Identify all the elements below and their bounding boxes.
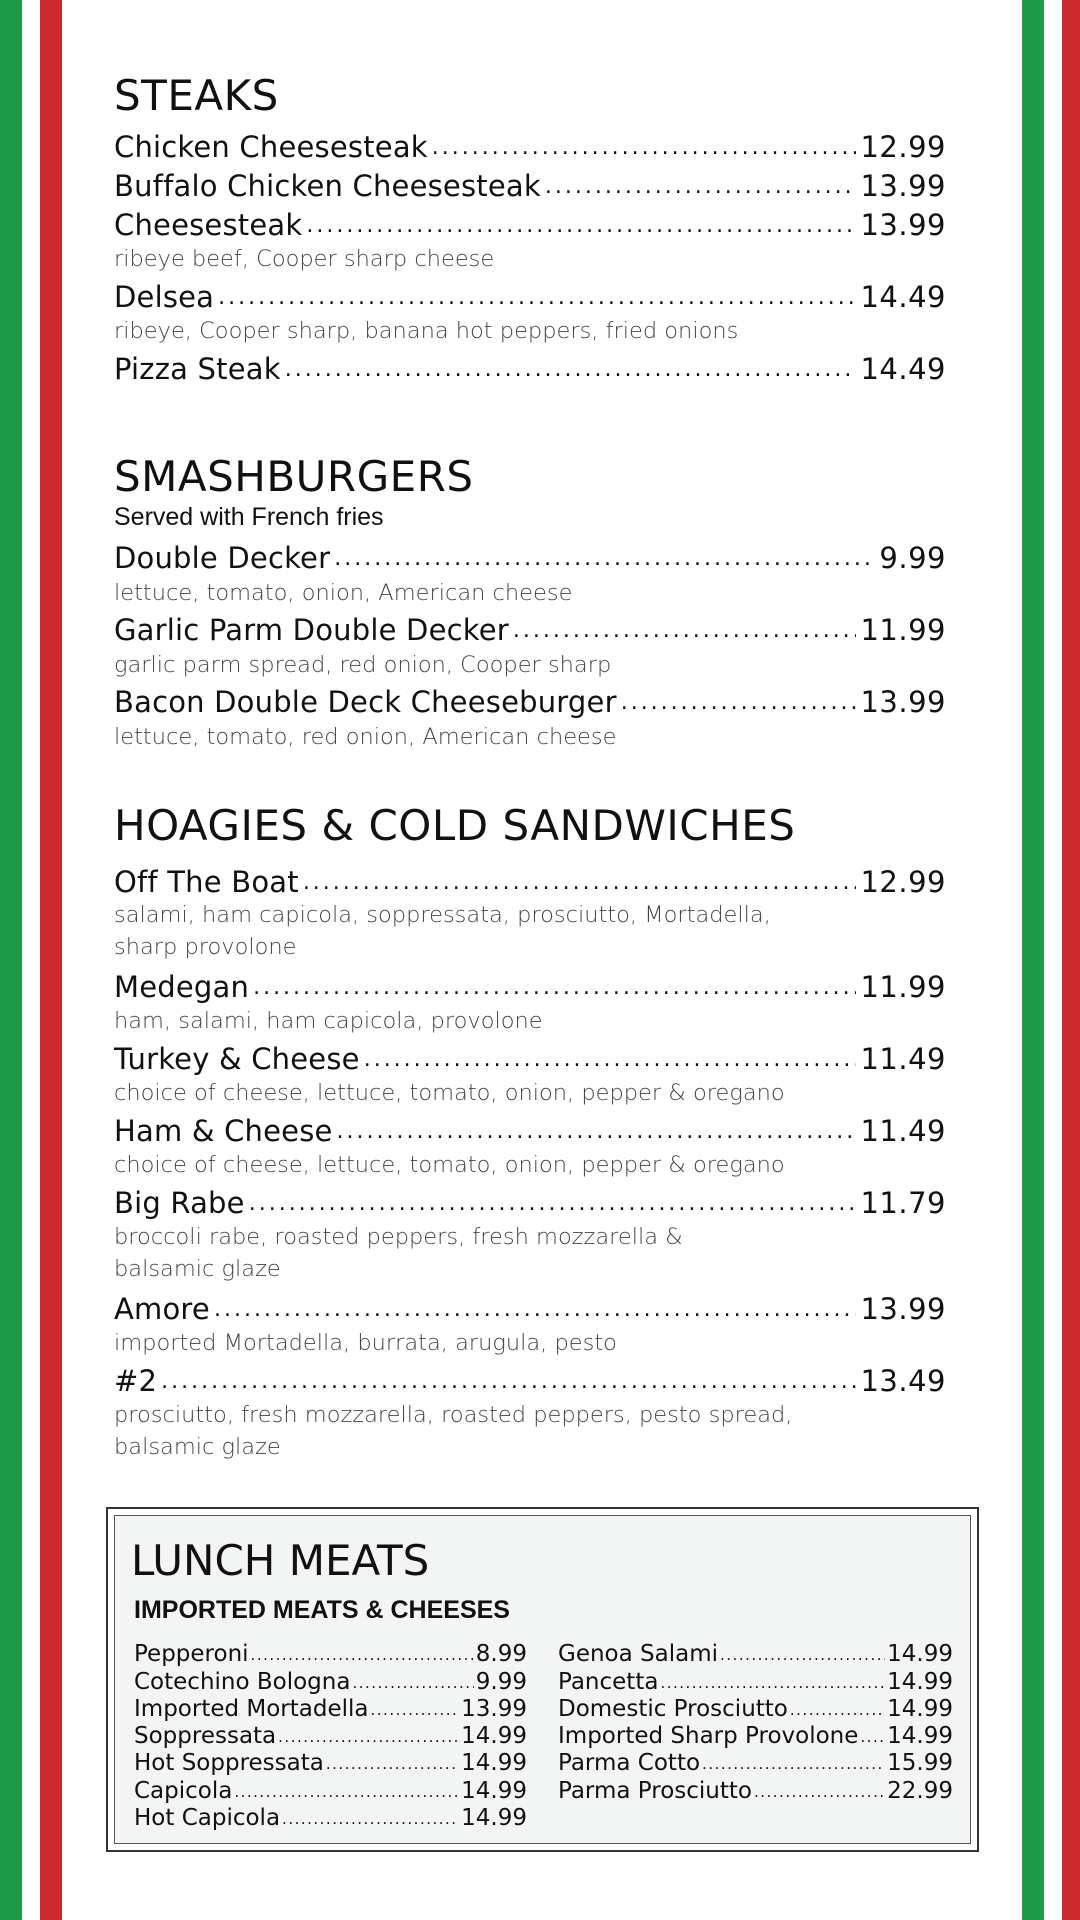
- meat-price: 14.99: [887, 1668, 953, 1695]
- item-price: 13.99: [860, 1292, 946, 1326]
- dot-leader: [371, 1700, 460, 1721]
- meat-name: Imported Sharp Provolone: [558, 1723, 859, 1750]
- dot-leader: [337, 1117, 857, 1146]
- item-description: salami, ham capicola, soppressata, prosciutto, Mortadella, sharp provolone: [114, 902, 771, 960]
- dot-leader: [352, 1673, 473, 1694]
- item-description: choice of cheese, lettuce, tomato, onion, pepper & oregano: [114, 1080, 785, 1106]
- item-price: 12.99: [860, 865, 946, 899]
- menu-item-garlic-parm-double-decker: [114, 609, 946, 645]
- lunch-meats-column-right: [558, 1639, 953, 1803]
- dot-leader: [754, 1782, 885, 1803]
- lunch-meats-subtitle: IMPORTED MEATS & CHEESES: [134, 1596, 510, 1624]
- dot-leader: [720, 1645, 885, 1666]
- item-price: 13.99: [860, 208, 946, 242]
- item-price: 9.99: [879, 541, 946, 575]
- item-name: Ham & Cheese: [114, 1114, 333, 1148]
- menu-item-big-rabe: [114, 1182, 946, 1218]
- item-price: 11.99: [860, 970, 946, 1004]
- list-item: [134, 1803, 527, 1830]
- menu-item-double-decker: [114, 537, 946, 573]
- list-item: [134, 1666, 527, 1693]
- item-name: Turkey & Cheese: [114, 1042, 360, 1076]
- dot-leader: [161, 1367, 856, 1396]
- meat-price: 22.99: [887, 1777, 953, 1804]
- smashburgers-subtitle: Served with French fries: [114, 503, 384, 531]
- item-price: 11.49: [860, 1042, 946, 1076]
- item-price: 14.49: [860, 280, 946, 314]
- dot-leader: [234, 1782, 459, 1803]
- dot-leader: [303, 868, 857, 897]
- list-item: [134, 1721, 527, 1748]
- menu-item-delsea: [114, 276, 946, 312]
- dot-leader: [790, 1700, 885, 1721]
- dot-leader: [282, 1809, 459, 1830]
- menu-item-number-2: [114, 1360, 946, 1396]
- item-name: #2: [114, 1364, 158, 1398]
- meat-price: 13.99: [461, 1695, 527, 1722]
- item-price: 14.49: [860, 352, 946, 386]
- meat-price: 15.99: [887, 1750, 953, 1777]
- item-name: Big Rabe: [114, 1186, 245, 1220]
- meat-name: Domestic Prosciutto: [558, 1695, 788, 1722]
- item-price: 13.99: [860, 169, 946, 203]
- menu-item-off-the-boat: [114, 861, 946, 897]
- item-description: choice of cheese, lettuce, tomato, onion, pepper & oregano: [114, 1152, 785, 1178]
- menu-item-ham-cheese: [114, 1110, 946, 1146]
- dot-leader: [249, 1189, 857, 1218]
- meat-name: Capicola: [134, 1777, 233, 1804]
- menu-item-turkey-cheese: [114, 1038, 946, 1074]
- meat-name: Genoa Salami: [558, 1641, 719, 1668]
- steaks-title: STEAKS: [114, 71, 279, 120]
- list-item: [558, 1748, 953, 1775]
- meat-name: Imported Mortadella: [134, 1695, 369, 1722]
- meat-name: Soppressata: [134, 1723, 277, 1750]
- meat-price: 14.99: [887, 1695, 953, 1722]
- red-stripe-right: [1062, 0, 1080, 1920]
- dot-leader: [214, 1295, 857, 1324]
- meat-name: Cotechino Bologna: [134, 1668, 351, 1695]
- item-price: 11.49: [860, 1114, 946, 1148]
- item-name: Garlic Parm Double Decker: [114, 613, 509, 647]
- item-price: 13.49: [860, 1364, 946, 1398]
- dot-leader: [326, 1754, 459, 1775]
- meat-name: Pepperoni: [134, 1641, 249, 1668]
- menu-item-cheesesteak: [114, 204, 946, 240]
- meat-price: 14.99: [461, 1750, 527, 1777]
- meat-price: 14.99: [887, 1723, 953, 1750]
- dot-leader: [513, 616, 857, 645]
- hoagies-title: HOAGIES & COLD SANDWICHES: [114, 801, 796, 850]
- item-name: Chicken Cheesesteak: [114, 130, 428, 164]
- list-item: [134, 1694, 527, 1721]
- smashburgers-title: SMASHBURGERS: [114, 452, 474, 501]
- item-name: Buffalo Chicken Cheesesteak: [114, 169, 541, 203]
- meat-name: Parma Cotto: [558, 1750, 701, 1777]
- dot-leader: [660, 1673, 885, 1694]
- item-description: ribeye beef, Cooper sharp cheese: [114, 246, 495, 272]
- meat-price: 14.99: [461, 1805, 527, 1832]
- menu-item-amore: [114, 1288, 946, 1324]
- item-description: ribeye, Cooper sharp, banana hot peppers, fried onions: [114, 318, 739, 344]
- list-item: [558, 1721, 953, 1748]
- item-name: Cheesesteak: [114, 208, 303, 242]
- meat-price: 14.99: [887, 1641, 953, 1668]
- dot-leader: [545, 172, 857, 201]
- item-name: Delsea: [114, 280, 215, 314]
- item-price: 13.99: [860, 685, 946, 719]
- item-description: broccoli rabe, roasted peppers, fresh mozzarella & balsamic glaze: [114, 1224, 683, 1282]
- list-item: [134, 1639, 527, 1666]
- dot-leader: [278, 1727, 459, 1748]
- dot-leader: [334, 544, 875, 573]
- menu-item-chicken-cheesesteak: [114, 126, 946, 162]
- green-stripe-left: [0, 0, 22, 1920]
- menu-item-pizza-steak: [114, 348, 946, 384]
- dot-leader: [432, 133, 857, 162]
- meat-price: 8.99: [475, 1641, 527, 1668]
- meat-price: 14.99: [461, 1723, 527, 1750]
- item-description: prosciutto, fresh mozzarella, roasted peppers, pesto spread, balsamic glaze: [114, 1402, 793, 1460]
- item-price: 11.99: [860, 613, 946, 647]
- item-name: Bacon Double Deck Cheeseburger: [114, 685, 617, 719]
- list-item: [558, 1775, 953, 1802]
- dot-leader: [306, 211, 856, 240]
- meat-price: 14.99: [461, 1777, 527, 1804]
- menu-item-buffalo-chicken-cheesesteak: [114, 165, 946, 201]
- list-item: [558, 1666, 953, 1693]
- item-name: Off The Boat: [114, 865, 299, 899]
- item-name: Amore: [114, 1292, 210, 1326]
- meat-name: Hot Soppressata: [134, 1750, 324, 1777]
- meat-price: 9.99: [475, 1668, 527, 1695]
- dot-leader: [251, 1645, 474, 1666]
- dot-leader: [860, 1727, 885, 1748]
- item-description: imported Mortadella, burrata, arugula, pesto: [114, 1330, 617, 1356]
- item-description: ham, salami, ham capicola, provolone: [114, 1008, 543, 1034]
- item-price: 12.99: [860, 130, 946, 164]
- dot-leader: [218, 283, 856, 312]
- lunch-meats-panel: [114, 1515, 971, 1844]
- item-name: Medegan: [114, 970, 250, 1004]
- lunch-meats-column-left: [134, 1639, 527, 1830]
- item-name: Pizza Steak: [114, 352, 281, 386]
- item-price: 11.79: [860, 1186, 946, 1220]
- menu-item-medegan: [114, 966, 946, 1002]
- meat-name: Parma Prosciutto: [558, 1777, 752, 1804]
- item-description: lettuce, tomato, red onion, American cheese: [114, 724, 617, 750]
- dot-leader: [621, 688, 857, 717]
- list-item: [558, 1639, 953, 1666]
- item-description: lettuce, tomato, onion, American cheese: [114, 580, 573, 606]
- green-stripe-right: [1022, 0, 1044, 1920]
- meat-name: Hot Capicola: [134, 1805, 281, 1832]
- lunch-meats-title: LUNCH MEATS: [131, 1536, 430, 1585]
- list-item: [134, 1748, 527, 1775]
- meat-name: Pancetta: [558, 1668, 659, 1695]
- menu-item-bacon-double-deck-cheeseburger: [114, 681, 946, 717]
- lunch-meats-box: [106, 1507, 979, 1852]
- dot-leader: [364, 1045, 857, 1074]
- red-stripe-left: [40, 0, 62, 1920]
- item-name: Double Decker: [114, 541, 331, 575]
- dot-leader: [253, 973, 856, 1002]
- list-item: [558, 1694, 953, 1721]
- dot-leader: [702, 1754, 885, 1775]
- item-description: garlic parm spread, red onion, Cooper sharp: [114, 652, 612, 678]
- list-item: [134, 1775, 527, 1802]
- dot-leader: [285, 355, 857, 384]
